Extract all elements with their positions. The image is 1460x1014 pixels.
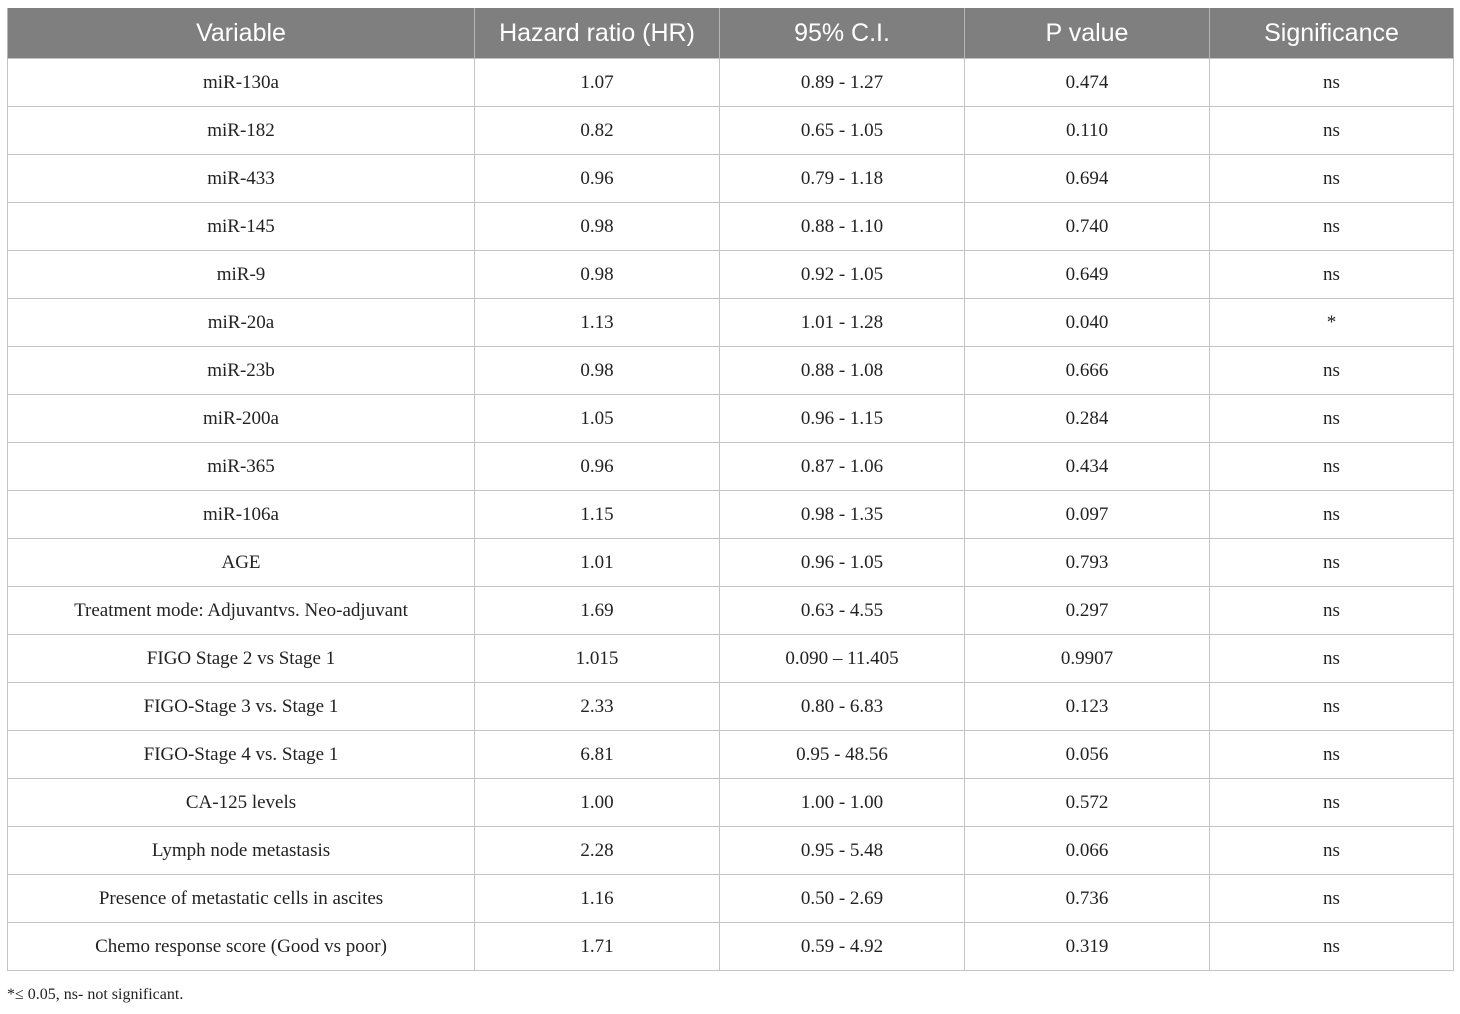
confidence-interval-cell: 0.88 - 1.10 bbox=[720, 203, 965, 251]
p-value-cell: 0.9907 bbox=[965, 635, 1210, 683]
significance-cell: ns bbox=[1210, 635, 1454, 683]
variable-cell: miR-365 bbox=[8, 443, 475, 491]
column-header-hazard-ratio: Hazard ratio (HR) bbox=[475, 8, 720, 59]
hazard-ratio-cell: 1.71 bbox=[475, 923, 720, 971]
hazard-ratio-cell: 1.00 bbox=[475, 779, 720, 827]
significance-cell: ns bbox=[1210, 683, 1454, 731]
significance-cell: ns bbox=[1210, 923, 1454, 971]
table-row bbox=[8, 539, 1454, 587]
p-value-cell: 0.123 bbox=[965, 683, 1210, 731]
confidence-interval-cell: 0.96 - 1.05 bbox=[720, 539, 965, 587]
significance-cell: ns bbox=[1210, 875, 1454, 923]
table-row bbox=[8, 491, 1454, 539]
p-value-cell: 0.097 bbox=[965, 491, 1210, 539]
variable-cell: miR-9 bbox=[8, 251, 475, 299]
significance-cell: ns bbox=[1210, 347, 1454, 395]
hazard-ratio-cell: 1.01 bbox=[475, 539, 720, 587]
p-value-cell: 0.297 bbox=[965, 587, 1210, 635]
variable-cell: Lymph node metastasis bbox=[8, 827, 475, 875]
p-value-cell: 0.434 bbox=[965, 443, 1210, 491]
hazard-ratio-table bbox=[7, 8, 1454, 971]
confidence-interval-cell: 0.87 - 1.06 bbox=[720, 443, 965, 491]
hazard-ratio-cell: 1.015 bbox=[475, 635, 720, 683]
variable-cell: Chemo response score (Good vs poor) bbox=[8, 923, 475, 971]
hazard-ratio-cell: 1.05 bbox=[475, 395, 720, 443]
p-value-cell: 0.284 bbox=[965, 395, 1210, 443]
hazard-ratio-cell: 1.13 bbox=[475, 299, 720, 347]
significance-cell: ns bbox=[1210, 443, 1454, 491]
confidence-interval-cell: 0.63 - 4.55 bbox=[720, 587, 965, 635]
p-value-cell: 0.740 bbox=[965, 203, 1210, 251]
table-row bbox=[8, 731, 1454, 779]
p-value-cell: 0.040 bbox=[965, 299, 1210, 347]
hazard-ratio-cell: 2.33 bbox=[475, 683, 720, 731]
variable-cell: miR-20a bbox=[8, 299, 475, 347]
hazard-ratio-cell: 0.98 bbox=[475, 347, 720, 395]
significance-cell: ns bbox=[1210, 203, 1454, 251]
variable-cell: FIGO-Stage 3 vs. Stage 1 bbox=[8, 683, 475, 731]
p-value-cell: 0.066 bbox=[965, 827, 1210, 875]
significance-cell: ns bbox=[1210, 779, 1454, 827]
hazard-ratio-cell: 0.82 bbox=[475, 107, 720, 155]
table-row bbox=[8, 155, 1454, 203]
significance-cell: ns bbox=[1210, 59, 1454, 107]
confidence-interval-cell: 0.65 - 1.05 bbox=[720, 107, 965, 155]
variable-cell: AGE bbox=[8, 539, 475, 587]
variable-cell: miR-130a bbox=[8, 59, 475, 107]
column-header-p-value: P value bbox=[965, 8, 1210, 59]
variable-cell: CA-125 levels bbox=[8, 779, 475, 827]
confidence-interval-cell: 0.95 - 48.56 bbox=[720, 731, 965, 779]
column-header-significance: Significance bbox=[1210, 8, 1454, 59]
variable-cell: miR-145 bbox=[8, 203, 475, 251]
hazard-ratio-cell: 1.16 bbox=[475, 875, 720, 923]
p-value-cell: 0.666 bbox=[965, 347, 1210, 395]
table-row bbox=[8, 779, 1454, 827]
confidence-interval-cell: 1.00 - 1.00 bbox=[720, 779, 965, 827]
table-row bbox=[8, 587, 1454, 635]
significance-cell: ns bbox=[1210, 155, 1454, 203]
table-row bbox=[8, 875, 1454, 923]
column-header-variable: Variable bbox=[8, 8, 475, 59]
p-value-cell: 0.649 bbox=[965, 251, 1210, 299]
p-value-cell: 0.694 bbox=[965, 155, 1210, 203]
confidence-interval-cell: 0.88 - 1.08 bbox=[720, 347, 965, 395]
confidence-interval-cell: 0.79 - 1.18 bbox=[720, 155, 965, 203]
table-row bbox=[8, 251, 1454, 299]
significance-cell: * bbox=[1210, 299, 1454, 347]
confidence-interval-cell: 0.95 - 5.48 bbox=[720, 827, 965, 875]
confidence-interval-cell: 0.89 - 1.27 bbox=[720, 59, 965, 107]
hazard-ratio-cell: 1.69 bbox=[475, 587, 720, 635]
variable-cell: miR-200a bbox=[8, 395, 475, 443]
hazard-ratio-cell: 0.96 bbox=[475, 155, 720, 203]
hazard-ratio-cell: 1.07 bbox=[475, 59, 720, 107]
confidence-interval-cell: 1.01 - 1.28 bbox=[720, 299, 965, 347]
confidence-interval-cell: 0.50 - 2.69 bbox=[720, 875, 965, 923]
confidence-interval-cell: 0.59 - 4.92 bbox=[720, 923, 965, 971]
hazard-ratio-cell: 0.98 bbox=[475, 203, 720, 251]
significance-cell: ns bbox=[1210, 491, 1454, 539]
p-value-cell: 0.793 bbox=[965, 539, 1210, 587]
table-row bbox=[8, 299, 1454, 347]
p-value-cell: 0.319 bbox=[965, 923, 1210, 971]
table-footnote: *≤ 0.05, ns- not significant. bbox=[7, 986, 184, 1003]
p-value-cell: 0.056 bbox=[965, 731, 1210, 779]
confidence-interval-cell: 0.92 - 1.05 bbox=[720, 251, 965, 299]
variable-cell: miR-23b bbox=[8, 347, 475, 395]
p-value-cell: 0.110 bbox=[965, 107, 1210, 155]
variable-cell: Presence of metastatic cells in ascites bbox=[8, 875, 475, 923]
p-value-cell: 0.736 bbox=[965, 875, 1210, 923]
variable-cell: FIGO Stage 2 vs Stage 1 bbox=[8, 635, 475, 683]
confidence-interval-cell: 0.090 – 11.405 bbox=[720, 635, 965, 683]
variable-cell: miR-433 bbox=[8, 155, 475, 203]
hazard-ratio-cell: 0.98 bbox=[475, 251, 720, 299]
significance-cell: ns bbox=[1210, 251, 1454, 299]
table-row bbox=[8, 443, 1454, 491]
p-value-cell: 0.572 bbox=[965, 779, 1210, 827]
table-body bbox=[8, 59, 1454, 971]
hazard-ratio-cell: 0.96 bbox=[475, 443, 720, 491]
hazard-ratio-cell: 2.28 bbox=[475, 827, 720, 875]
variable-cell: miR-106a bbox=[8, 491, 475, 539]
variable-cell: FIGO-Stage 4 vs. Stage 1 bbox=[8, 731, 475, 779]
table-row bbox=[8, 347, 1454, 395]
table-row bbox=[8, 107, 1454, 155]
significance-cell: ns bbox=[1210, 539, 1454, 587]
hazard-ratio-cell: 6.81 bbox=[475, 731, 720, 779]
significance-cell: ns bbox=[1210, 395, 1454, 443]
table-row bbox=[8, 635, 1454, 683]
hazard-ratio-cell: 1.15 bbox=[475, 491, 720, 539]
table-row bbox=[8, 395, 1454, 443]
table-row bbox=[8, 923, 1454, 971]
header-row bbox=[8, 8, 1454, 59]
confidence-interval-cell: 0.96 - 1.15 bbox=[720, 395, 965, 443]
table-header bbox=[8, 8, 1454, 59]
significance-cell: ns bbox=[1210, 587, 1454, 635]
significance-cell: ns bbox=[1210, 827, 1454, 875]
column-header-confidence-interval: 95% C.I. bbox=[720, 8, 965, 59]
significance-cell: ns bbox=[1210, 107, 1454, 155]
significance-cell: ns bbox=[1210, 731, 1454, 779]
table-row bbox=[8, 827, 1454, 875]
table-row bbox=[8, 683, 1454, 731]
variable-cell: Treatment mode: Adjuvantvs. Neo-adjuvant bbox=[8, 587, 475, 635]
table-row bbox=[8, 59, 1454, 107]
p-value-cell: 0.474 bbox=[965, 59, 1210, 107]
table-row bbox=[8, 203, 1454, 251]
confidence-interval-cell: 0.80 - 6.83 bbox=[720, 683, 965, 731]
confidence-interval-cell: 0.98 - 1.35 bbox=[720, 491, 965, 539]
variable-cell: miR-182 bbox=[8, 107, 475, 155]
